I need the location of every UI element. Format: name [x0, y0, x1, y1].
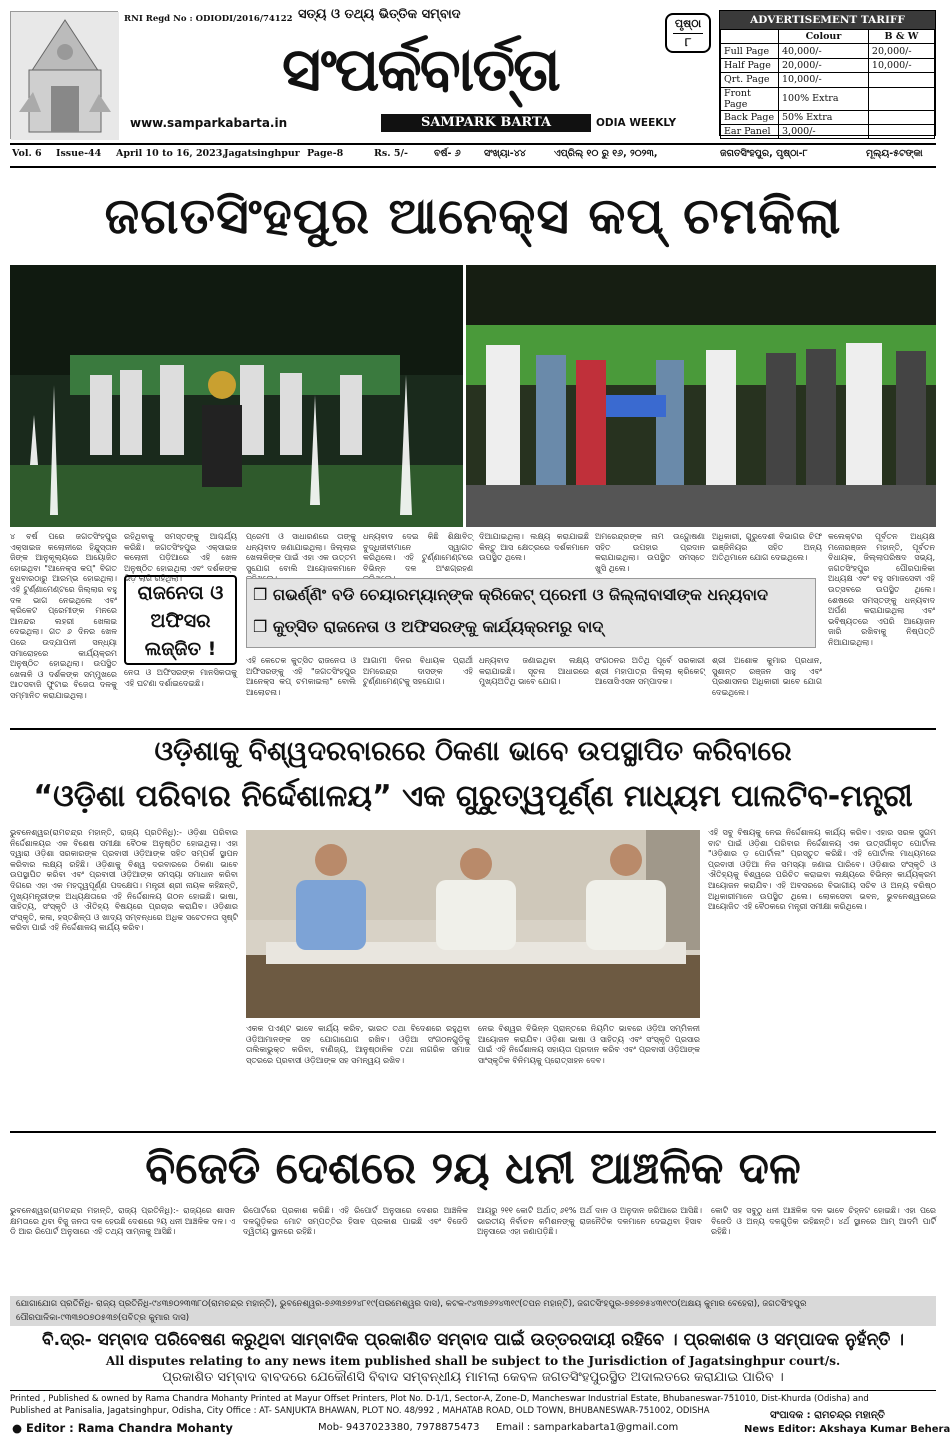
tariff-cell: 10,000/- [779, 73, 869, 87]
odia-issue: ସଂଖ୍ୟା-୪୪ [484, 148, 526, 159]
story3-col4: କୋଟି ସହ ସବୁଠୁ ଧନୀ ଆଞ୍ଚଳିକ ଦଳ ଭାବେ ଚିହ୍ନଟ ହୋଇଛି। ଏହା ପରେ ବିଜେଡି ଓ ଅନ୍ୟ ଦଳଗୁଡ଼ିକ ରହିଛନ୍ତି। ୪ର୍ଥ ସ୍ଥାନରେ ଆମ୍ ଆଦମି ପାର୍ଟି ରହିଛି। [711, 1206, 936, 1237]
disputes-english: All disputes relating to any news item published shall be subject to the Jurisdiction of Jagatsinghpur court/s. [105, 1354, 841, 1368]
ministers-meeting-photo [246, 830, 700, 1018]
tariff-header [721, 30, 779, 44]
masthead-logo-image [10, 11, 118, 139]
story1-lower4: ଧନ୍ୟବାଦ ଜଣାଇଥିବା ଲକ୍ଷ୍ୟ କରାଯାଇଛି। ସୂଚନା ଆଧାରରେ ମୁଖ୍ୟଅତିଥି ଭାବେ ଯୋଗ। [479, 656, 589, 687]
rni-number: RNI Regd No : ODIODI/2016/74122 [124, 14, 293, 24]
advertisement-tariff-box [719, 10, 936, 136]
website-link[interactable]: www.samparkabarta.in [130, 116, 288, 130]
tariff-cell [868, 73, 934, 87]
story1-col2: ରହିଥିବାକୁ ସମସ୍ତଙ୍କୁ ଆଶ୍ଚର୍ଯ୍ୟ କରିଛି। ଜଗତସିଂହପୁର ଏକ୍ସାଇଜ କଲୋନୀ ପଡ଼ିଆରେ ଏହି ଖେଳ ଅନୁଷ୍ଠିତ ହୋଇଥିଲା ଏବଂ ଦର୍ଶକଙ୍କ ଭିଡ଼ ଲାଗି ରହିଥିଲା। [124, 532, 237, 584]
story1-col3: ପ୍ରେମୀ ଓ ସାଧାରଣରେ ତାଙ୍କୁ ଧନ୍ୟବାଦ ଜଣାଯାଇଥିଲା। ଜିଲ୍ଲାର ଖେଳାଳିଙ୍କ ପାଇଁ ଏହା ଏକ ଉତ୍ତମ ସୁଯୋଗ ବୋଲି ଆୟୋଜକମାନେ [246, 532, 356, 573]
story2-col-right: ଏହି ସବୁ ବିଷୟକୁ ନେଇ ନିର୍ଦ୍ଦେଶାଳୟ କାର୍ଯ୍ୟ କରିବ। ଏହାର ସରଳ ସୁଗମ ବାଟ ପାଇଁ ଓଡ଼ିଶା ପରିବାର ନିର୍ଦ୍ଦେଶାଳୟ ଏକ ଉତ୍ସର୍ଗୀକୃତ ପୋର୍ଟାଲ "ଓଡ଼ିଶାର ଡ଼ ପୋର୍ଟାଲ" ପ୍ରସ୍ତୁତ କରିଛି। ଏହି ପୋର୍ଟାଲ ମାଧ୍ୟମରେ ପ୍ରବାସୀ ଓଡ଼ିଆ ନିଜ ସମସ୍ୟା ଜଣାଇ ପାରିବେ। ଓଡ଼ିଶାର ସଂସ୍କୃତି ଓ ଐତିହ୍ୟକୁ ବିଶ୍ୱରେ ପରିଚିତ କରାଇବା ଲକ୍ଷ୍ୟରେ ବିଭିନ୍ନ କାର୍ଯ୍ୟକ୍ରମ ଆୟୋଜନ କରାଯିବ। ଏହି ଅବସରରେ ବିଭାଗୀୟ ସଚିବ ଓ ଅନ୍ୟ ବରିଷ୍ଠ ଅଧିକାରୀମାନେ ଉପସ୍ଥିତ ଥିଲେ। ଲୋକସେବା ଭବନ, ଭୁବନେଶ୍ୱରରେ ଆୟୋଜିତ ଏହି ବୈଠକରେ ମନ୍ତ୍ରୀ ସମୀକ୍ଷା କରିଥିଲେ। [708, 828, 936, 912]
story1-bullets-box [246, 578, 816, 648]
disputes-odia: ପ୍ରକାଶିତ ସମ୍ବାଦ ବାବଦରେ ଯେକୌଣସି ବିବାଦ ସମ୍ବନ୍ଧୀୟ ମାମଲା କେବଳ ଜଗତସିଂହପୁରସ୍ଥିତ ଅଦାଲତରେ କରାଯାଇ ପାରିବ । [162, 1370, 784, 1385]
story1-lower5: ସଂଗଠନର ଅତିଥି ପୂର୍ବେ ସରକାରୀ ଶ୍ରୀ ମହାପାତ୍ର ଜିଲ୍ଲା କ୍ରିକେଟ୍ ଆସୋସିଏସନ ସମ୍ପାଦକ। [595, 656, 705, 687]
story1-lower6: ଶ୍ରୀ ଅଶୋକ କୁମାର ପ୍ରଧାନ, ସୁଶାନ୍ତ ରଞ୍ଜନ ସାହୁ ଏବଂ ପ୍ରଶାସନର ଅଧିକାରୀ ଭାବେ ଯୋଗ ଦେଇଥିଲେ। [712, 656, 822, 697]
odia-dates: ଏପ୍ରିଲ୍ ୧୦ ରୁ ୧୬, ୨୦୨୩, [554, 148, 658, 159]
tariff-cell: Half Page [721, 58, 779, 72]
story1-lower2: ଏହି କେତେକ କୁତ୍ସିତ ରାଜନେତା ଓ ଅଫିସରଙ୍କୁ ଏହି "ଜଗତସିଂହପୁର ଆନେକ୍ସ କପ୍ ଚମକାଇଲା" ବୋଲି ଆଲୋଚନା। [246, 656, 356, 697]
dateline-top-rule [10, 143, 936, 145]
price: Rs. 5/- [374, 148, 408, 159]
page-label: ପୃଷ୍ଠା [674, 17, 702, 30]
story1-col8: କଲେକ୍ଟର ପୂର୍ବତନ ଅଧ୍ୟକ୍ଷ ମନୋରଞ୍ଜନ ମହାନ୍ତି, ପୂର୍ବତନ ବିଧାୟକ, ଜିଲ୍ଲାପରିଷଦ ସଭ୍ୟ, ଜଗତସିଂହପୁର ପୌରପାଳିକା ଅଧ୍ୟକ୍ଷ ଏବଂ ବହୁ ସମାଜସେବୀ ଏହି ଉତ୍ସବରେ ଉପସ୍ଥିତ ଥିଲେ। ଶେଷରେ ସମସ୍ତଙ୍କୁ ଧନ୍ୟବାଦ ଅର୍ପଣ କରାଯାଇଥିଲା ଏବଂ ଭବିଷ୍ୟତରେ ଏପରି ଆୟୋଜନ ଜାରି ରଖିବାକୁ ନିଷ୍ପତ୍ତି ନିଆଯାଇଥିଲା। [828, 532, 935, 647]
story1-lower3: ଆଗାମୀ ଦିନର ବିଧାୟକ ପ୍ରାର୍ଥୀ ଅମରେନ୍ଦ୍ର ଦାସଙ୍କ ଏହି ଟୁର୍ଣ୍ଣାମେଣ୍ଟକୁ ସହଯୋଗ। [363, 656, 473, 687]
story3-headline: ବିଜେଡି ଦେଶରେ ୨ୟ ଧନୀ ଆଞ୍ଚଳିକ ଦଳ [145, 1143, 801, 1194]
odia-weekly-label: ODIA WEEKLY [596, 117, 677, 129]
editor-name: ● Editor : Rama Chandra Mohanty [12, 1421, 233, 1435]
place: Jagatsinghpur [224, 148, 300, 159]
page-number: ୮ [673, 33, 703, 50]
trophy-celebration-photo [10, 265, 463, 527]
tariff-cell: 50% Extra [779, 110, 869, 124]
disclaimer-odia: ବି.ଦ୍ର- ସମ୍ବାଦ ପରିବେଷଣ କରୁଥିବା ସାମ୍ବାଦିକ ପ୍ରକାଶିତ ସମ୍ବାଦ ପାଇଁ ଉତ୍ତରଦାୟୀ ରହିବେ । ପ୍ରକାଶକ ଓ ସମ୍ପାଦକ ନୁହଁନ୍ତି । [42, 1330, 904, 1350]
tariff-header: B & W [868, 30, 934, 44]
masthead-title: ସଂପର୍କବାର୍ତ୍ତା [282, 35, 559, 105]
sidebox-text: ରାଜନେତା ଓ ଅଫିସର ଲଜ୍ଜିତ ! [137, 582, 224, 660]
tariff-header: Colour [779, 30, 869, 44]
issue: Issue-44 [56, 148, 102, 159]
story3-col1: ଭୁବନେଶ୍ୱର(ରାମଚନ୍ଦ୍ର ମହାନ୍ତି, ରାଜ୍ୟ ପ୍ରତିନିଧି):- ରାଜ୍ୟରେ ଶାସନ କ୍ଷମତାରେ ଥିବା ବିଜୁ ଜନତା ଦଳ ହେଉଛି ଦେଶରେ ୨ୟ ଧନୀ ଆଞ୍ଚଳିକ ଦଳ। ଏ ଡି ଆର ରିପୋର୍ଟ ଅନୁସାରେ ଏହି ତଥ୍ୟ ସାମ୍ନାକୁ ଆସିଛି। [10, 1206, 235, 1237]
tariff-table [720, 29, 935, 139]
dates: April 10 to 16, 2023, [116, 148, 226, 159]
story3-col2: ରିପୋର୍ଟରେ ପ୍ରକାଶ କରିଛି। ଏହି ରିପୋର୍ଟ ଅନୁସାରେ ଦେଶର ଆଞ୍ଚଳିକ ଦଳଗୁଡ଼ିକର ମୋଟ ସମ୍ପତ୍ତିର ହିସାବ ପ୍ରକାଶ ପାଇଛି ଏବଂ ବିଜେଡି ଦ୍ୱିତୀୟ ସ୍ଥାନରେ ରହିଛି। [243, 1206, 468, 1237]
tariff-cell: 3,000/- [779, 124, 869, 138]
tariff-cell: 10,000/- [868, 58, 934, 72]
volume: Vol. 6 [12, 148, 42, 159]
story1-col1: ୪ ବର୍ଷ ପରେ ଜଗତସିଂହପୁର ଏକ୍ସାଇଜ କଲୋନୀରେ ହିନ୍ଦୁସ୍ତାନ ଜିଙ୍କ ଆନୁକୂଲ୍ୟରେ ଆୟୋଜିତ ହୋଇଥିବା "ଆନେକ୍ସ କପ୍" ବିଗତ ବୁଧବାରଠାରୁ ଆରମ୍ଭ ହୋଇଥିଲା। ଏହି ଟୁର୍ଣ୍ଣାମେଣ୍ଟରେ ଜିଲ୍ଲାର ବହୁ ଦଳ ଭାଗ ନେଇଥିଲେ ଏବଂ କ୍ରିକେଟ ପ୍ରେମୀଙ୍କ ମନରେ ଆନନ୍ଦର ଲହରୀ ଖେଳାଇ ଦେଇଥିଲା। ଗତ ୬ ଦିନର ଖେଳ ପରେ ଉଦ୍ଯାପନୀ ସନ୍ଧ୍ୟା ସମାରୋହରେ କାର୍ଯ୍ୟକ୍ରମ ଅନୁଷ୍ଠିତ ହୋଇଥିଲା। ଉପସ୍ଥିତ ଖେଳାଳି ଓ ଦର୍ଶକଙ୍କ ସମ୍ମୁଖରେ ଆତସବାଜି ଫୁଟାଇ ବିଜେତା ଦଳକୁ ସମ୍ମାନିତ କରାଯାଇଥିଲା। [10, 532, 117, 700]
story1-sidebox [124, 575, 237, 665]
story1-col5: ଦିଆଯାଇଥିଲା। ଲକ୍ଷ୍ୟ କରାଯାଇଛି କିନ୍ତୁ ଆସ କ୍ଷେତ୍ରରେ ଦର୍ଶକମାନେ ଉପସ୍ଥିତ ଥିଲେ। [479, 532, 589, 563]
tariff-cell: Ear Panel [721, 124, 779, 138]
tariff-title: ADVERTISEMENT TARIFF [720, 11, 935, 29]
prize-distribution-photo [466, 265, 936, 527]
story1-headline: ଜଗତସିଂହପୁର ଆନେକ୍ସ କପ୍ ଚମକିଲା [104, 187, 842, 245]
editor-odia: ସଂପାଦକ : ରାମଚନ୍ଦ୍ର ମହାନ୍ତି [770, 1410, 885, 1421]
email-link[interactable]: Email : samparkabarta1@gmail.com [496, 1422, 679, 1433]
tariff-cell [868, 110, 934, 124]
section-divider [10, 1131, 936, 1133]
story1-col6: ଅମରେନ୍ଦ୍ରଙ୍କ ନାମ ଉଦ୍ଘୋଷଣା ସହିତ ଉପହାର ପ୍ରଦାନ କରାଯାଇଥିଲା। ଉପସ୍ଥିତ ସମସ୍ତେ ଖୁସି ଥିଲେ। [595, 532, 705, 573]
mobile-numbers: Mob- 9437023380, 7978875473 [318, 1422, 480, 1433]
story2-col-b1: ଏକକ ପଏଣ୍ଟ ଭାବେ କାର୍ଯ୍ୟ କରିବ, ଭାରତ ତଥା ବିଦେଶରେ ରହୁଥିବା ଓଡ଼ିଆମାନଙ୍କ ସହ ଯୋଗାଯୋଗ ରଖିବ। ଓଡ଼ିଆ ସଂଗଠନଗୁଡ଼ିକୁ ତାଲିକାଭୁକ୍ତ କରିବା, ବାଣିଜ୍ୟ, ଆନୁଷ୍ଠାନିକ ତଥା ନାଗରିକ ସମାଜ ସ୍ତରରେ ପ୍ରବାସୀ ଓଡ଼ିଆଙ୍କ ସହ ସମନ୍ୱୟ ରଖିବ। [246, 1024, 470, 1065]
imprint-line1: Printed , Published & owned by Rama Chandra Mohanty Printed at Mayur Offset Printers, Plot No. D-1/1, Sector-A, Zone-D, Mancheswar Industrial Estate, Bhubaneswar-751010, Dist-Khurda (Odisha) and [10, 1394, 869, 1404]
story3-col3: ଆୟରୁ ୨୧୧ କୋଟି ଅର୍ଥାତ୍ ୬୧% ଅର୍ଥ ଦାନ ଓ ଅନୁଦାନ ଜରିଆରେ ଆସିଛି। ଭାରତୀୟ ନିର୍ବାଚନ କମିଶନଙ୍କୁ ରାଜନୈତିକ ଦଳମାନେ ଦେଇଥିବା ହିସାବ ଅନୁସାରେ ଏହା ଜଣାପଡ଼ିଛି। [477, 1206, 702, 1237]
odia-price: ମୂଲ୍ୟ-୫ଟଙ୍କା [866, 148, 923, 159]
tariff-cell [868, 124, 934, 138]
tariff-cell: Back Page [721, 110, 779, 124]
news-editor: News Editor: Akshaya Kumar Behera [744, 1424, 950, 1435]
story2-headline2: “ଓଡ଼ିଶା ପରିବାର ନିର୍ଦ୍ଦେଶାଳୟ” ଏକ ଗୁରୁତ୍ୱପୂର୍ଣ୍ଣ ମାଧ୍ୟମ ପାଲଟିବ-ମନ୍ତ୍ରୀ [33, 779, 913, 814]
dateline [10, 148, 936, 164]
contacts-box: ଯୋଗାଯୋଗ ପ୍ରତିନିଧି- ରାଜ୍ୟ ପ୍ରତିନିଧି-୯୪୩୭୦୨୩୩୮୦(ରାମଚନ୍ଦ୍ର ମହାନ୍ତି), ଭୁବନେଶ୍ୱର-୭୬୩୭୭୨୪୮୧୯(ପରମେଶ୍ୱର ଦାସ), କଟକ-୯୪୩୭୬୨୪୩୧୯(ତପନ ମହାନ୍ତି), ଜଗତସିଂହପୁର-୭୭୭୭୫୪୩୧୯୦(ଅକ୍ଷୟ କୁମାର ବେହେରା), ଜଗତସିଂହପୁର ପୌରପାଳିକା-୯୩୩୭୦୭୦୫୩୭(ପବିତ୍ର କୁମାର ଦାସ) [10, 1296, 936, 1326]
story1-lower1: ନେତା ଓ ଅଫିସରଙ୍କ ମାନସିକତାକୁ ଏହି ଘଟଣା ଦର୍ଶାଇଦେଇଛି। [124, 668, 237, 688]
story1-col7: ଅଧିକାରୀ, ଗୁରୁଦେଶୀ ବିଭାଗର ଚିଫ ଇଞ୍ଜିନିୟର ସହିତ ଅନ୍ୟ ଅତିଥିମାନେ ଯୋଗ ଦେଇଥିଲେ। [712, 532, 822, 563]
tariff-cell: 100% Extra [779, 87, 869, 110]
tariff-cell: 20,000/- [868, 44, 934, 58]
imprint-line2: Published at Panisalia, Jagatsinghpur, Odisha, City Office : AT- SANJUKTA BHAWAN, PLOT NO. 48/992 , MAHATAB ROAD, OLD TOWN, BHUBANESWAR-751002, ODISHA [10, 1406, 710, 1416]
odia-year: ବର୍ଷ- ୬ [434, 148, 461, 159]
tariff-cell: 40,000/- [779, 44, 869, 58]
story2-headline1: ଓଡ଼ିଶାକୁ ବିଶ୍ୱଦରବାରରେ ଠିକଣା ଭାବେ ଉପସ୍ଥାପିତ କରିବାରେ [154, 736, 792, 767]
story1-col4: ଧନ୍ୟବାଦ ଦେଇ କିଛି ଶିକ୍ଷାବିତ୍ ବୁଦ୍ଧିଜୀବୀମାନେ ସ୍ୱାଗତ କରିଥିଲେ। ଏହି ଟୁର୍ଣ୍ଣାମେଣ୍ଟରେ ବିଭିନ୍ନ ଦଳ ଅଂଶଗ୍ରହଣ [363, 532, 473, 573]
page: Page-8 [307, 148, 344, 159]
tariff-cell: Front Page [721, 87, 779, 110]
page-number-box [665, 13, 711, 53]
story1-bullet1: ❒ ଗଭର୍ଣ୍ଣିଂ ବଡି ଚେୟାରମ୍ୟାନ୍‌ଙ୍କ କ୍ରିକେଟ୍ ପ୍ରେମୀ ଓ ଜିଲ୍ଲାବାସୀଙ୍କ ଧନ୍ୟବାଦ [253, 585, 768, 604]
tariff-cell: 20,000/- [779, 58, 869, 72]
story1-bullet2: ❒ କୁତ୍ସିତ ରାଜନେତା ଓ ଅଫିସରଙ୍କୁ କାର୍ଯ୍ୟକ୍ରମରୁ ବାଦ୍ [253, 617, 604, 636]
dateline-bottom-rule [10, 166, 936, 168]
tariff-cell: Qrt. Page [721, 73, 779, 87]
story2-col-b2: ନେଇ ବିଶ୍ୱର ବିଭିନ୍ନ ପ୍ରାନ୍ତରେ ନିୟମିତ ଭାବରେ ଓଡ଼ିଆ ସମ୍ମିଳନୀ ଆୟୋଜନ କରାଯିବ। ଓଡ଼ିଶା ଭାଷା ଓ ସାହିତ୍ୟ ଏବଂ ସଂସ୍କୃତି ପ୍ରସାର ପାଇଁ ଏହି ନିର୍ଦ୍ଦେଶାଳୟ ସହାୟତା ପ୍ରଦାନ କରିବ ଏବଂ ପ୍ରବାସୀ ଓଡ଼ିଆଙ୍କ ସାଂସ୍କୃତିକ ବିନିମୟକୁ ପ୍ରୋତ୍ସାହନ ଦେବ। [478, 1024, 700, 1065]
masthead-english-bar: SAMPARK BARTA [381, 114, 591, 132]
tariff-cell: Full Page [721, 44, 779, 58]
odia-place-page: ଜଗତସିଂହପୁର, ପୃଷ୍ଠା-୮ [720, 148, 808, 159]
tariff-cell [868, 87, 934, 110]
story2-col-left: ଭୁବନେଶ୍ୱର(ରାମଚନ୍ଦ୍ର ମହାନ୍ତି, ରାଜ୍ୟ ପ୍ରତିନିଧି):- ଓଡ଼ିଶା ପରିବାର ନିର୍ଦ୍ଦେଶାଳୟର ଏକ ବିଶେଷ ସମୀକ୍ଷା ବୈଠକ ଅନୁଷ୍ଠିତ ହୋଇଥିଲା। ଏହା ଦ୍ୱାରା ଓଡ଼ିଶା ସରକାରଙ୍କ ପ୍ରବାସୀ ଓଡ଼ିଆଙ୍କ ସହିତ ସମ୍ପର୍କ ସ୍ଥାପନ କରିବାର ଲକ୍ଷ୍ୟ ରହିଛି। ଓଡ଼ିଶାକୁ ବିଶ୍ୱ ଦରବାରରେ ଠିକଣା ଭାବେ ଉପସ୍ଥାପିତ କରିବା ଏବଂ ପ୍ରବାସୀ ଓଡ଼ିଆଙ୍କ ସମସ୍ୟା ସମାଧାନ କରିବା ଦିଗରେ ଏହା ଏକ ମହତ୍ତ୍ୱପୂର୍ଣ୍ଣ ପଦକ୍ଷେପ। ମନ୍ତ୍ରୀ ଶ୍ରୀ ନାୟକ କହିଛନ୍ତି, ମୁଖ୍ୟମନ୍ତ୍ରୀଙ୍କ ଅଧ୍ୟକ୍ଷତାରେ ଏହି ନିର୍ଦ୍ଦେଶାଳୟ ଗଠନ ହୋଇଛି। ଭାଷା, ସାହିତ୍ୟ, ସଂସ୍କୃତି ଓ ଐତିହ୍ୟ ବିଷୟରେ ପ୍ରଚାର କରାଯିବ। ଓଡ଼ିଶାର ସଂସ୍କୃତି, କଳା, ହସ୍ତଶିଳ୍ପ ଓ ଖାଦ୍ୟ ସମ୍ବନ୍ଧରେ ଅଧିକ ସଚେତନତା ସୃଷ୍ଟି କରିବା ପାଇଁ ଏହି ନିର୍ଦ୍ଦେଶାଳୟ କାର୍ଯ୍ୟ କରିବ। [10, 828, 238, 933]
footer-rule [10, 1390, 936, 1391]
section-divider [10, 728, 936, 730]
tagline: ସତ୍ୟ ଓ ତଥ୍ୟ ଭିତ୍ତିକ ସମ୍ବାଦ [298, 7, 461, 22]
